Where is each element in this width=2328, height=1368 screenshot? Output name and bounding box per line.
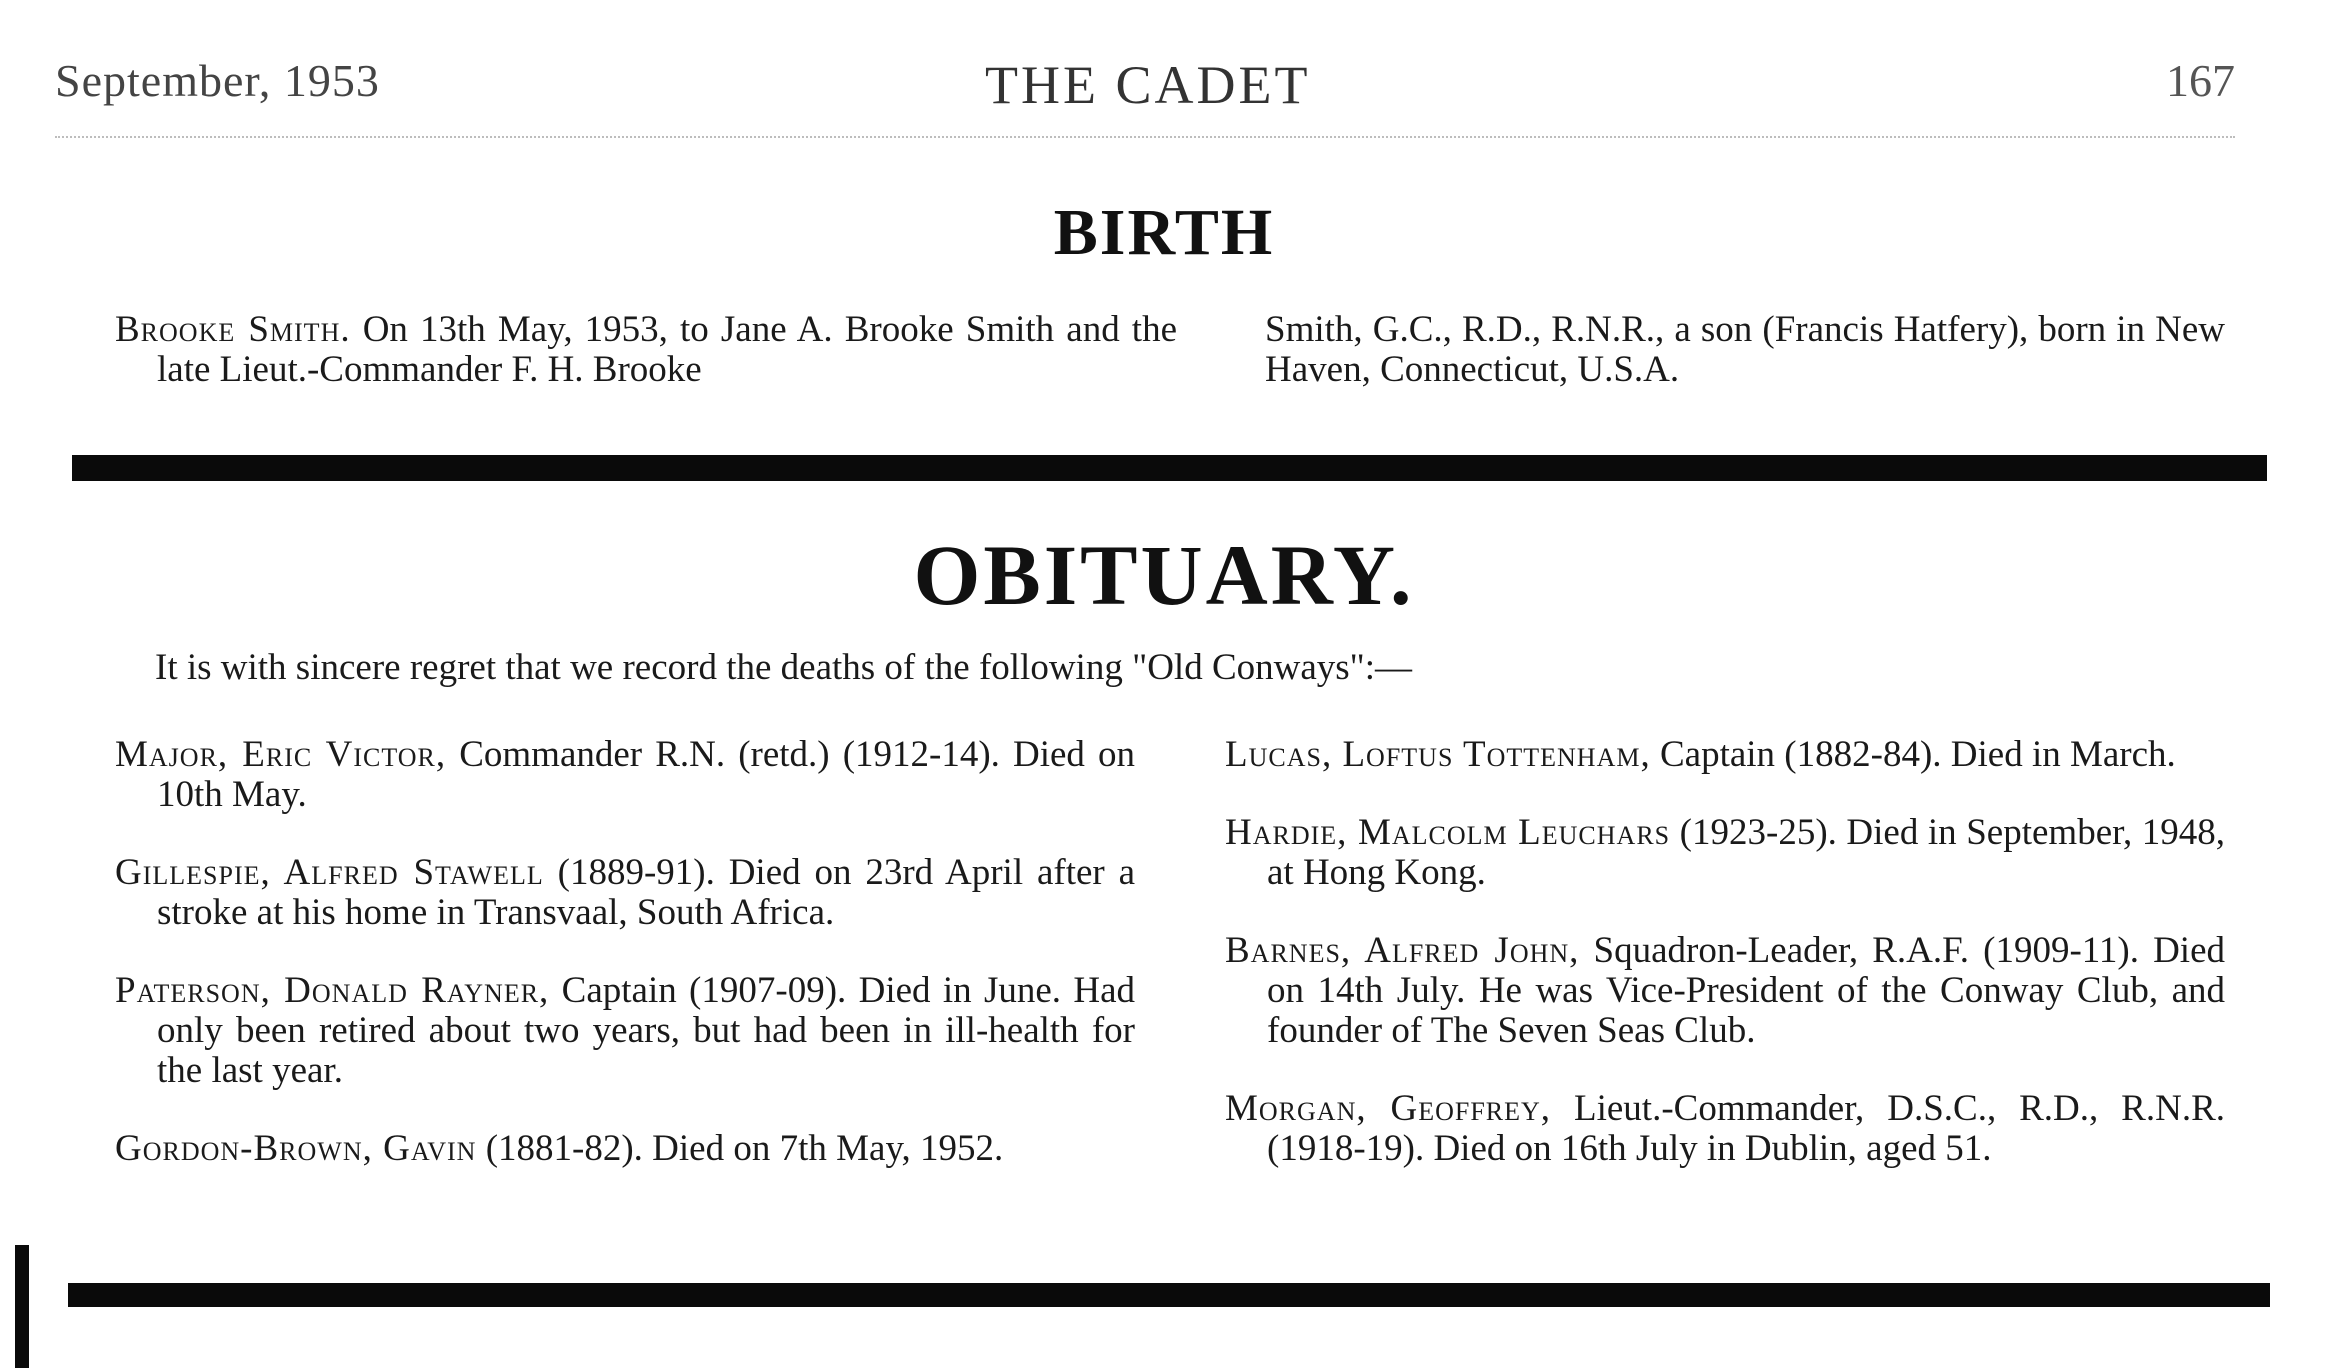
footer-divider-bar <box>68 1283 2270 1307</box>
obituary-entry-name: Gordon-Brown, Gavin <box>115 1128 477 1169</box>
obituary-entry-text: Captain (1907-09). Died in June. Had only been retired about two years, but had been in ill-health for the last year. <box>157 970 1135 1091</box>
obituary-entry-text: (1881-82). Died on 7th May, 1952. <box>485 1128 1004 1169</box>
obituary-entry-name: Morgan, Geoffrey, <box>1225 1088 1552 1129</box>
page-header <box>55 44 2235 124</box>
obituary-heading: OBITUARY. <box>913 527 1415 623</box>
obituary-entry-text: Squadron-Leader, R.A.F. (1909-11). Died on 14th July. He was Vice-President of the Conway Club, and founder of The Seven Seas Club. <box>1267 930 2226 1051</box>
header-rule <box>55 136 2235 138</box>
obituary-entry-text: (1889-91). Died on 23rd April after a stroke at his home in Transvaal, South Africa. <box>157 852 1136 933</box>
birth-entry-continuation: Smith, G.C., R.D., R.N.R., a son (Francis Hatfery), born in New Haven, Connecticut, U.S.A. <box>1265 309 2225 390</box>
obituary-entry-text: Captain (1882-84). Died in March. <box>1659 734 2176 775</box>
obituary-entry <box>1225 813 2225 893</box>
publication-title: THE CADET <box>985 55 1311 115</box>
birth-entry-right <box>1265 310 2225 390</box>
section-divider-bar <box>72 455 2267 481</box>
obituary-entry-name: Lucas, Loftus Tottenham, <box>1225 734 1651 775</box>
obituary-entry <box>115 1129 1135 1169</box>
birth-entry-name: Brooke Smith. <box>115 309 351 350</box>
birth-entry-left <box>115 310 1177 390</box>
obituary-entry-name: Hardie, Malcolm Leuchars <box>1225 812 1671 853</box>
obituary-entry-text: (1923-25). Died in September, 1948, at Hong Kong. <box>1267 812 2225 893</box>
obituary-entry <box>115 853 1135 933</box>
obituary-entry-name: Gillespie, Alfred Stawell <box>115 852 544 893</box>
obituary-entry <box>1225 735 2225 775</box>
birth-entry-text: On 13th May, 1953, to Jane A. Brooke Smith and the late Lieut.-Commander F. H. Brooke <box>157 309 1178 390</box>
obituary-entry-name: Barnes, Alfred John, <box>1225 930 1580 971</box>
obituary-entry-name: Major, Eric Victor, <box>115 734 447 775</box>
birth-heading: BIRTH <box>1053 196 1275 269</box>
margin-mark <box>15 1245 29 1368</box>
obituary-entry-name: Paterson, Donald Rayner, <box>115 970 550 1011</box>
obituary-entry <box>1225 1089 2225 1169</box>
obituary-entry-text: Lieut.-Commander, D.S.C., R.D., R.N.R. (1918-19). Died on 16th July in Dublin, aged 51. <box>1267 1088 2226 1169</box>
obituary-column-left <box>115 735 1135 1207</box>
obituary-entry <box>1225 931 2225 1051</box>
obituary-entry <box>115 735 1135 815</box>
obituary-entry <box>115 971 1135 1091</box>
obituary-entry-text: Commander R.N. (retd.) (1912-14). Died on 10th May. <box>157 734 1136 815</box>
obituary-intro: It is with sincere regret that we record the deaths of the following "Old Conways":— <box>155 647 1413 688</box>
obituary-column-right <box>1225 735 2225 1207</box>
issue-date: September, 1953 <box>55 55 380 106</box>
page-number: 167 <box>2166 55 2235 106</box>
